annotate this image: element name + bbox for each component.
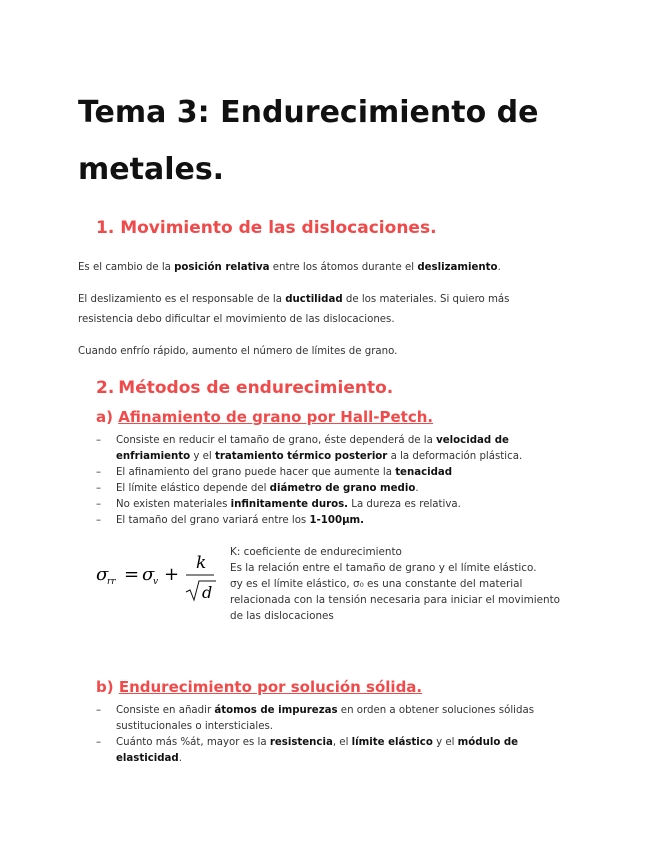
- svg-text:+: +: [164, 564, 180, 585]
- subsection-b-heading: b) Endurecimiento por solución sólida.: [96, 678, 423, 696]
- formula-line: K: coeficiente de endurecimiento: [230, 546, 402, 558]
- svg-text:v: v: [153, 577, 159, 587]
- formula-line: relacionada con la tensión necesaria para iniciar el movimiento: [230, 594, 560, 606]
- list-item: – El afinamiento del grano puede hacer que aumente la tenacidad: [96, 465, 536, 481]
- subsection-a-list: [96, 433, 536, 529]
- list-item: – El tamaño del grano variará entre los 1-100μm.: [96, 513, 536, 529]
- formula-explanation: [230, 544, 590, 624]
- formula-line: σy es el límite elástico, σ₀ es una constante del material: [230, 578, 523, 590]
- svg-text:σ: σ: [142, 564, 155, 585]
- section-1-paragraph-1: Es el cambio de la posición relativa entre los átomos durante el deslizamiento.: [78, 262, 501, 273]
- subsection-b-list: [96, 703, 536, 767]
- list-item: – No existen materiales infinitamente duros. La dureza es relativa.: [96, 497, 536, 513]
- svg-text:d: d: [202, 583, 213, 602]
- section-1-paragraph-2: El deslizamiento es el responsable de la ductilidad de los materiales. Si quiero más resistencia debo dificultar el movimiento de las dislocaciones.: [78, 294, 510, 325]
- svg-text:σ: σ: [96, 564, 109, 585]
- page-title: Tema 3: Endurecimiento de metales.: [78, 95, 539, 187]
- svg-text:=: =: [124, 564, 140, 585]
- list-item: – Consiste en reducir el tamaño de grano, éste dependerá de la velocidad de enfriamiento y el tratamiento térmico posterior a la deformación plástica.: [96, 433, 536, 465]
- section-1-heading: 1. Movimiento de las dislocaciones.: [96, 218, 437, 238]
- list-item: – Cuánto más %át, mayor es la resistencia, el límite elástico y el módulo de elasticidad.: [96, 735, 536, 767]
- list-item: – El límite elástico depende del diámetro de grano medio.: [96, 481, 536, 497]
- svg-text:rr: rr: [107, 577, 116, 587]
- svg-text:k: k: [196, 553, 207, 573]
- hall-petch-formula: [96, 548, 226, 608]
- section-1-paragraph-3: Cuando enfrío rápido, aumento el número de límites de grano.: [78, 346, 398, 357]
- subsection-a-heading: a) Afinamiento de grano por Hall-Petch.: [96, 408, 434, 426]
- list-item: – Consiste en añadir átomos de impurezas en orden a obtener soluciones sólidas sustitucionales o intersticiales.: [96, 703, 536, 735]
- section-2-heading: 2. Métodos de endurecimiento.: [96, 378, 394, 398]
- formula-line: de las dislocaciones: [230, 610, 334, 622]
- formula-line: Es la relación entre el tamaño de grano y el límite elástico.: [230, 562, 537, 574]
